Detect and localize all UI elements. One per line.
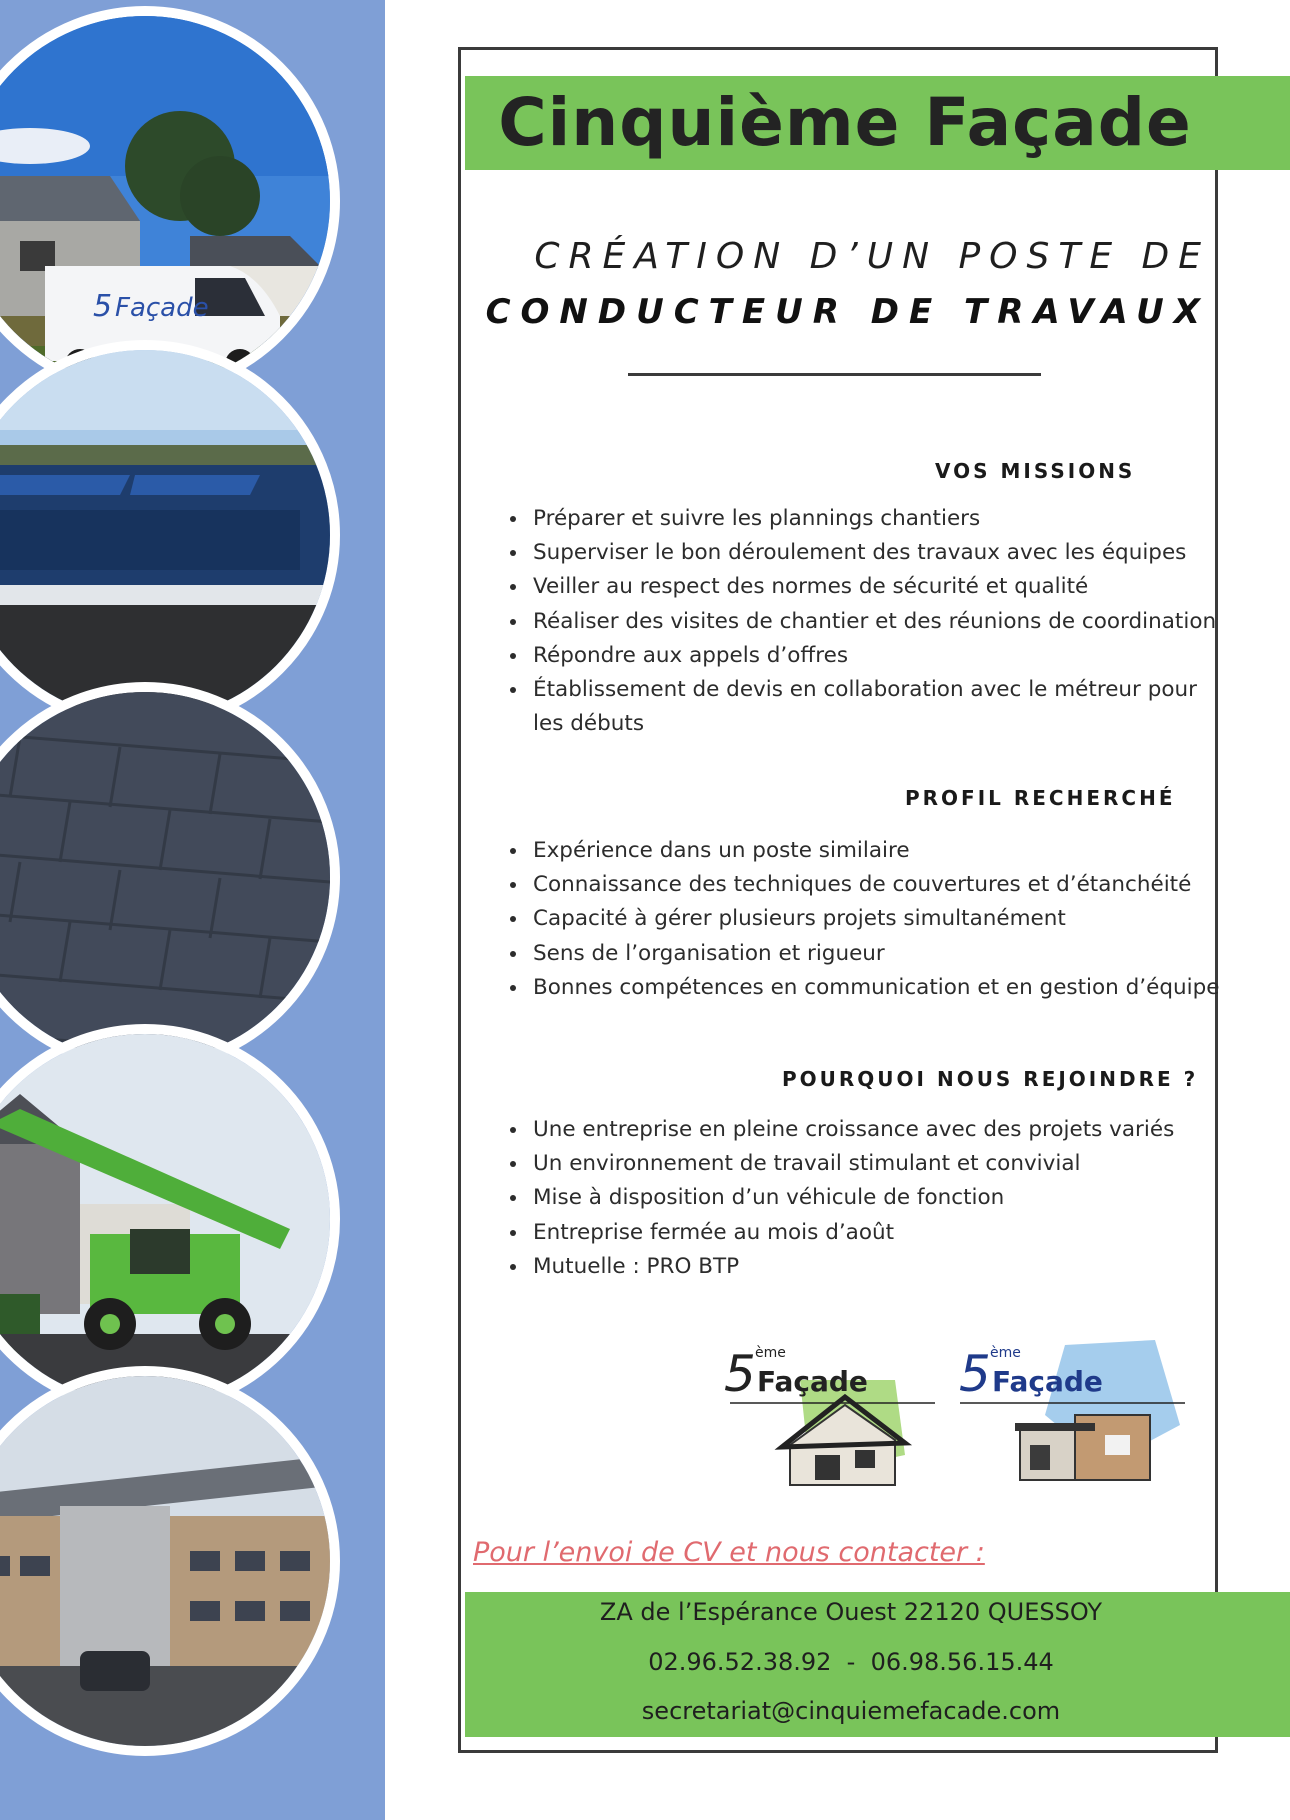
list-item: • Expérience dans un poste similaire [529, 834, 1229, 868]
profile-list [505, 834, 1229, 1005]
list-item: • Connaissance des techniques de couvertures et d’étanchéité [529, 868, 1229, 902]
section-heading-why-join: POURQUOI NOUS REJOINDRE ? [782, 1067, 1199, 1091]
logo-number: 5 [724, 1345, 756, 1403]
list-item: • Préparer et suivre les plannings chantiers [529, 502, 1229, 536]
list-item: • Capacité à gérer plusieurs projets simultanément [529, 902, 1229, 936]
section-heading-profile: PROFIL RECHERCHÉ [905, 786, 1176, 810]
contact-address: ZA de l’Espérance Ouest 22120 QUESSOY [599, 1598, 1103, 1626]
subtitle-line-1: CRÉATION D’UN POSTE DE [534, 236, 1210, 277]
van-logo-word: Façade [115, 293, 209, 323]
list-item: • Répondre aux appels d’offres [529, 639, 1229, 673]
list-item: • Un environnement de travail stimulant et convivial [529, 1147, 1229, 1181]
divider-rule [628, 373, 1041, 376]
company-logo-blue [955, 1335, 1205, 1515]
subtitle-line-2: CONDUCTEUR DE TRAVAUX [485, 292, 1210, 332]
list-item: • Superviser le bon déroulement des travaux avec les équipes [529, 536, 1229, 570]
list-item: • Entreprise fermée au mois d’août [529, 1216, 1229, 1250]
contact-email[interactable]: secretariat@cinquiemefacade.com [641, 1697, 1061, 1725]
logo-number: 5 [959, 1345, 991, 1403]
list-item: • Bonnes compétences en communication et en gestion d’équipe [529, 971, 1229, 1005]
logo-word: Façade [757, 1365, 868, 1398]
section-heading-missions: VOS MISSIONS [935, 459, 1136, 483]
logo-sup: ème [755, 1345, 786, 1361]
list-item: • Établissement de devis en collaboration avec le métreur pour les débuts [529, 673, 1229, 741]
page-title: Cinquième Façade [498, 84, 1192, 161]
missions-list [505, 502, 1229, 741]
list-item: • Mutuelle : PRO BTP [529, 1250, 1229, 1284]
contact-phones: 02.96.52.38.92 - 06.98.56.15.44 [648, 1648, 1054, 1676]
van-logo-number: 5 [93, 289, 113, 324]
list-item: • Veiller au respect des normes de sécurité et qualité [529, 570, 1229, 604]
list-item: • Une entreprise en pleine croissance avec des projets variés [529, 1113, 1229, 1147]
company-logo-green [720, 1335, 950, 1515]
list-item: • Mise à disposition d’un véhicule de fonction [529, 1181, 1229, 1215]
contact-link[interactable]: Pour l’envoi de CV et nous contacter : [473, 1537, 985, 1568]
logo-sup: ème [990, 1345, 1021, 1361]
why-join-list [505, 1113, 1229, 1284]
logo-word: Façade [992, 1365, 1103, 1398]
list-item: • Réaliser des visites de chantier et des réunions de coordination [529, 605, 1229, 639]
list-item: • Sens de l’organisation et rigueur [529, 937, 1229, 971]
